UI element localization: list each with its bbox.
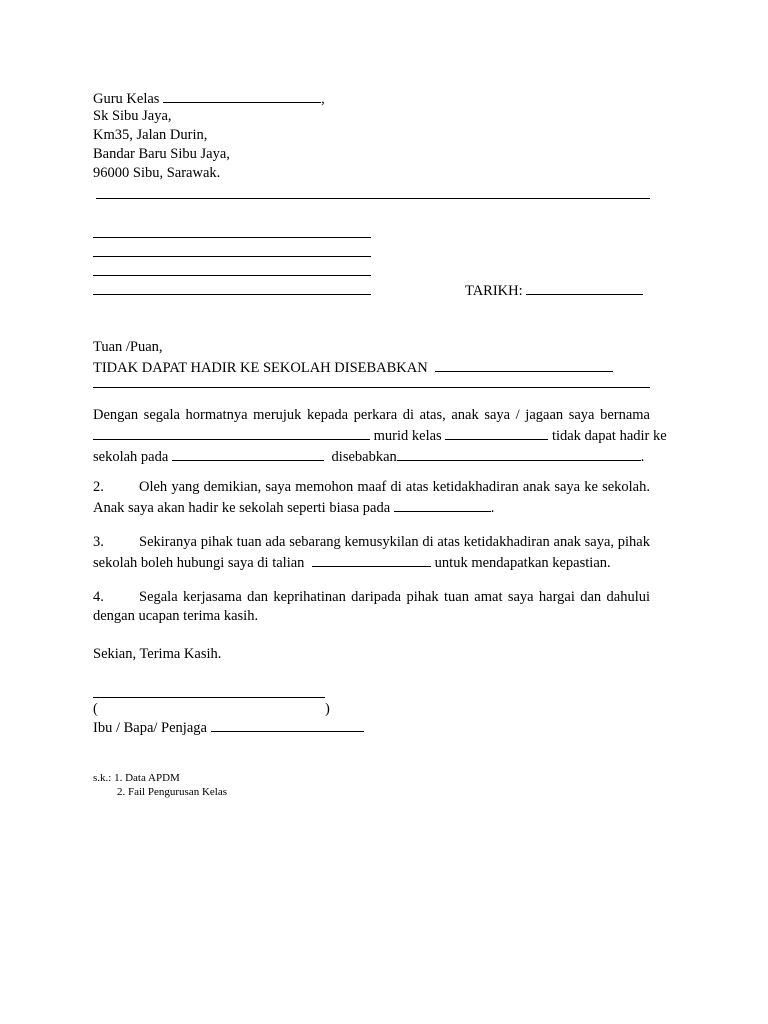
cc-line-1: s.k.: 1. Data APDM [93, 772, 180, 784]
para3-line-2: sekolah boleh hubungi saya di talian untuk mendapatkan kepastian. [93, 552, 650, 573]
date-field [465, 280, 643, 301]
date-blank[interactable] [526, 280, 643, 295]
address-line-2: Sk Sibu Jaya, [93, 108, 172, 124]
closing: Sekian, Terima Kasih. [93, 646, 222, 662]
para1-line-3: sekolah pada disebabkan . [93, 446, 650, 467]
return-date-blank[interactable] [394, 497, 491, 512]
signature-line[interactable] [93, 697, 325, 698]
separator-line [96, 198, 650, 199]
guardian-label: Ibu / Bapa/ Penjaga [93, 717, 364, 738]
class-teacher-blank[interactable] [163, 88, 321, 103]
sender-line-3[interactable] [93, 275, 371, 276]
para1-line-2: murid kelas tidak dapat hadir ke [93, 425, 650, 446]
para1-line-1: Dengan segala hormatnya merujuk kepada perkara di atas, anak saya / jagaan saya bernama [93, 407, 650, 423]
cc-line-2: 2. Fail Pengurusan Kelas [117, 786, 227, 798]
paragraph-4 [93, 588, 650, 626]
para3-line-1: 3. Sekiranya pihak tuan ada sebarang kemusykilan di atas ketidakhadiran anak saya, pihak [93, 534, 650, 550]
paragraph-3 [93, 533, 650, 573]
salutation: Tuan /Puan, [93, 339, 163, 355]
subject: TIDAK DAPAT HADIR KE SEKOLAH DISEBABKAN [93, 357, 613, 378]
phone-blank[interactable] [312, 552, 431, 567]
para4-line-1: 4. Segala kerjasama dan keprihatinan daripada pihak tuan amat saya hargai dan dahului [93, 589, 650, 605]
absence-date-blank[interactable] [172, 446, 324, 461]
para4-line-2: dengan ucapan terima kasih. [93, 608, 259, 624]
paragraph-1 [93, 406, 667, 467]
address-line-1: Guru Kelas , [93, 88, 325, 109]
address-line-4: Bandar Baru Sibu Jaya, [93, 146, 230, 162]
signature-close-paren: ) [325, 701, 330, 717]
class-blank[interactable] [445, 425, 548, 440]
reason-blank[interactable] [435, 357, 613, 372]
student-name-blank[interactable] [93, 425, 370, 440]
guardian-name-blank[interactable] [211, 717, 364, 732]
sender-line-1[interactable] [93, 237, 371, 238]
date-label: TARIKH: [465, 283, 523, 299]
para2-line-1: 2. Oleh yang demikian, saya memohon maaf di atas ketidakhadiran anak saya ke sekolah. [93, 479, 650, 495]
address-line-3: Km35, Jalan Durin, [93, 127, 208, 143]
subject-line-2[interactable] [93, 387, 650, 388]
para2-line-2: Anak saya akan hadir ke sekolah seperti biasa pada . [93, 497, 650, 518]
paragraph-2 [93, 478, 650, 518]
sender-line-2[interactable] [93, 256, 371, 257]
signature-open-paren: ( [93, 701, 98, 717]
cc-block [93, 771, 227, 799]
absence-reason-blank[interactable] [397, 446, 641, 461]
sender-line-4[interactable] [93, 294, 371, 295]
address-line-5: 96000 Sibu, Sarawak. [93, 165, 221, 181]
